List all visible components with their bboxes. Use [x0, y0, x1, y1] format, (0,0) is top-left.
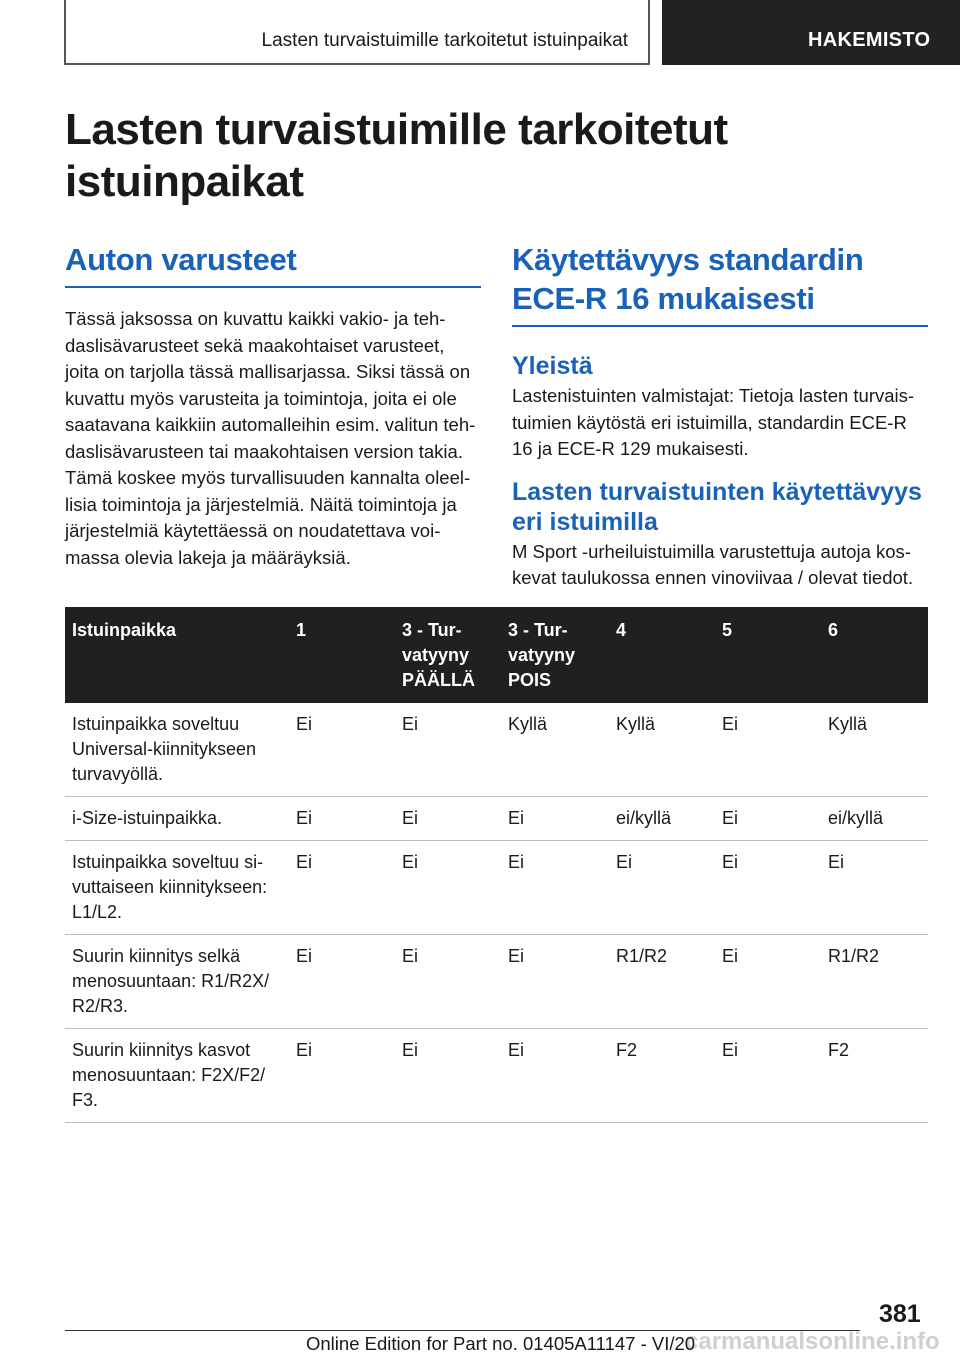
section-heading-vehicle-equipment: Auton varusteet — [65, 242, 297, 277]
subheading-seat-usability: Lasten turvaistuinten käytettävyys eri istuimilla — [512, 477, 922, 536]
table-cell: Ei — [715, 1029, 821, 1123]
table-cell: Ei — [289, 797, 395, 841]
header-index-tab[interactable] — [662, 0, 960, 65]
table-row — [65, 1029, 928, 1123]
table-row — [65, 797, 928, 841]
table-cell: Ei — [289, 703, 395, 797]
section-heading-usability: Käytettävyys standardin ECE-R 16 mukaisesti — [512, 242, 864, 316]
table-header-cell: 3 - Turvatyyny POIS — [501, 607, 609, 703]
table-row — [65, 703, 928, 797]
table-cell: F2 — [821, 1029, 928, 1123]
table-cell: F2 — [609, 1029, 715, 1123]
table-cell: Istuinpaikka soveltuu Universal-kiinnitykseen turvavyöllä. — [65, 703, 289, 797]
table-header-cell: 5 — [715, 607, 821, 703]
seat-usability-table — [65, 607, 928, 1123]
table-cell: R1/R2 — [821, 935, 928, 1029]
table-cell: Ei — [609, 841, 715, 935]
table-header-row — [65, 607, 928, 703]
header-section-box — [64, 0, 650, 65]
table-cell: Kyllä — [609, 703, 715, 797]
table-cell: Ei — [289, 935, 395, 1029]
table-cell: Ei — [715, 841, 821, 935]
subheading-general: Yleistä — [512, 352, 593, 380]
table-cell: Ei — [289, 1029, 395, 1123]
table-cell: Ei — [395, 1029, 501, 1123]
table-cell: R1/R2 — [609, 935, 715, 1029]
table-cell: Ei — [821, 841, 928, 935]
table-cell: Kyllä — [821, 703, 928, 797]
section-rule — [65, 286, 481, 288]
table-cell: Istuinpaikka soveltuu sivuttaiseen kiinnitykseen: L1/L2. — [65, 841, 289, 935]
header-section-title: Lasten turvaistuimille tarkoitetut istuinpaikat — [261, 30, 628, 51]
table-row — [65, 935, 928, 1029]
table-cell: Suurin kiinnitys selkä menosuuntaan: R1/R2X/ R2/R3. — [65, 935, 289, 1029]
general-text: Lastenistuinten valmistajat: Tietoja lasten turvaistuimien käytöstä eri istuimilla, standardin ECE-R 16 ja ECE-R 129 mukaisesti. — [512, 385, 915, 459]
table-cell: Ei — [501, 841, 609, 935]
table-cell: Ei — [715, 703, 821, 797]
right-column — [512, 240, 928, 592]
table-cell: Kyllä — [501, 703, 609, 797]
table-cell: Ei — [395, 797, 501, 841]
table-cell: Ei — [395, 841, 501, 935]
section-rule — [512, 325, 928, 327]
watermark: carmanualsonline.info — [685, 1328, 940, 1355]
footer-edition: Online Edition for Part no. 01405A11147 - VI/20 — [306, 1333, 696, 1354]
header-index-label: HAKEMISTO — [808, 29, 931, 51]
table-cell: ei/kyllä — [821, 797, 928, 841]
table-header-cell: Istuinpaikka — [65, 607, 289, 703]
table-cell: i-Size-istuinpaikka. — [65, 797, 289, 841]
page-number: 381 — [879, 1300, 921, 1328]
table-header-cell: 1 — [289, 607, 395, 703]
page-title: Lasten turvaistuimille tarkoitetut istuinpaikat — [65, 105, 728, 206]
table-cell: ei/kyllä — [609, 797, 715, 841]
table-cell: Ei — [501, 935, 609, 1029]
vehicle-equipment-text: Tässä jaksossa on kuvattu kaikki vakio- ja tehdaslisävarusteet sekä maakohtaiset varusteet, joita on tarjolla tässä mallisarjassa. Siksi tässä on kuvattu myös varusteita ja toimintoja, joita ei ole saatavana kaikkiin automalleihin esim. valitun tehdaslisävarusteen tai maakohtaisen version takia. Tämä koskee myös turvallisuuden kannalta oleellisia toimintoja ja järjestelmiä. Näitä toimintoja ja järjestelmiä käytettäessä on noudatettava voimassa olevia lakeja ja määräyksiä. — [65, 308, 476, 568]
table-cell: Ei — [715, 935, 821, 1029]
left-column — [65, 240, 481, 571]
table-cell: Ei — [395, 935, 501, 1029]
table-cell: Ei — [501, 1029, 609, 1123]
table-row — [65, 841, 928, 935]
table-cell: Ei — [289, 841, 395, 935]
table-cell: Ei — [501, 797, 609, 841]
table-cell: Ei — [395, 703, 501, 797]
table-header-cell: 6 — [821, 607, 928, 703]
table-cell: Suurin kiinnitys kasvot menosuuntaan: F2X/F2/ F3. — [65, 1029, 289, 1123]
seat-usability-text: M Sport -urheiluistuimilla varustettuja autoja koskevat taulukossa ennen vinoviivaa / olevat tiedot. — [512, 540, 914, 588]
table-header-cell: 3 - Turvatyyny PÄÄLLÄ — [395, 607, 501, 703]
table-header-cell: 4 — [609, 607, 715, 703]
table-cell: Ei — [715, 797, 821, 841]
